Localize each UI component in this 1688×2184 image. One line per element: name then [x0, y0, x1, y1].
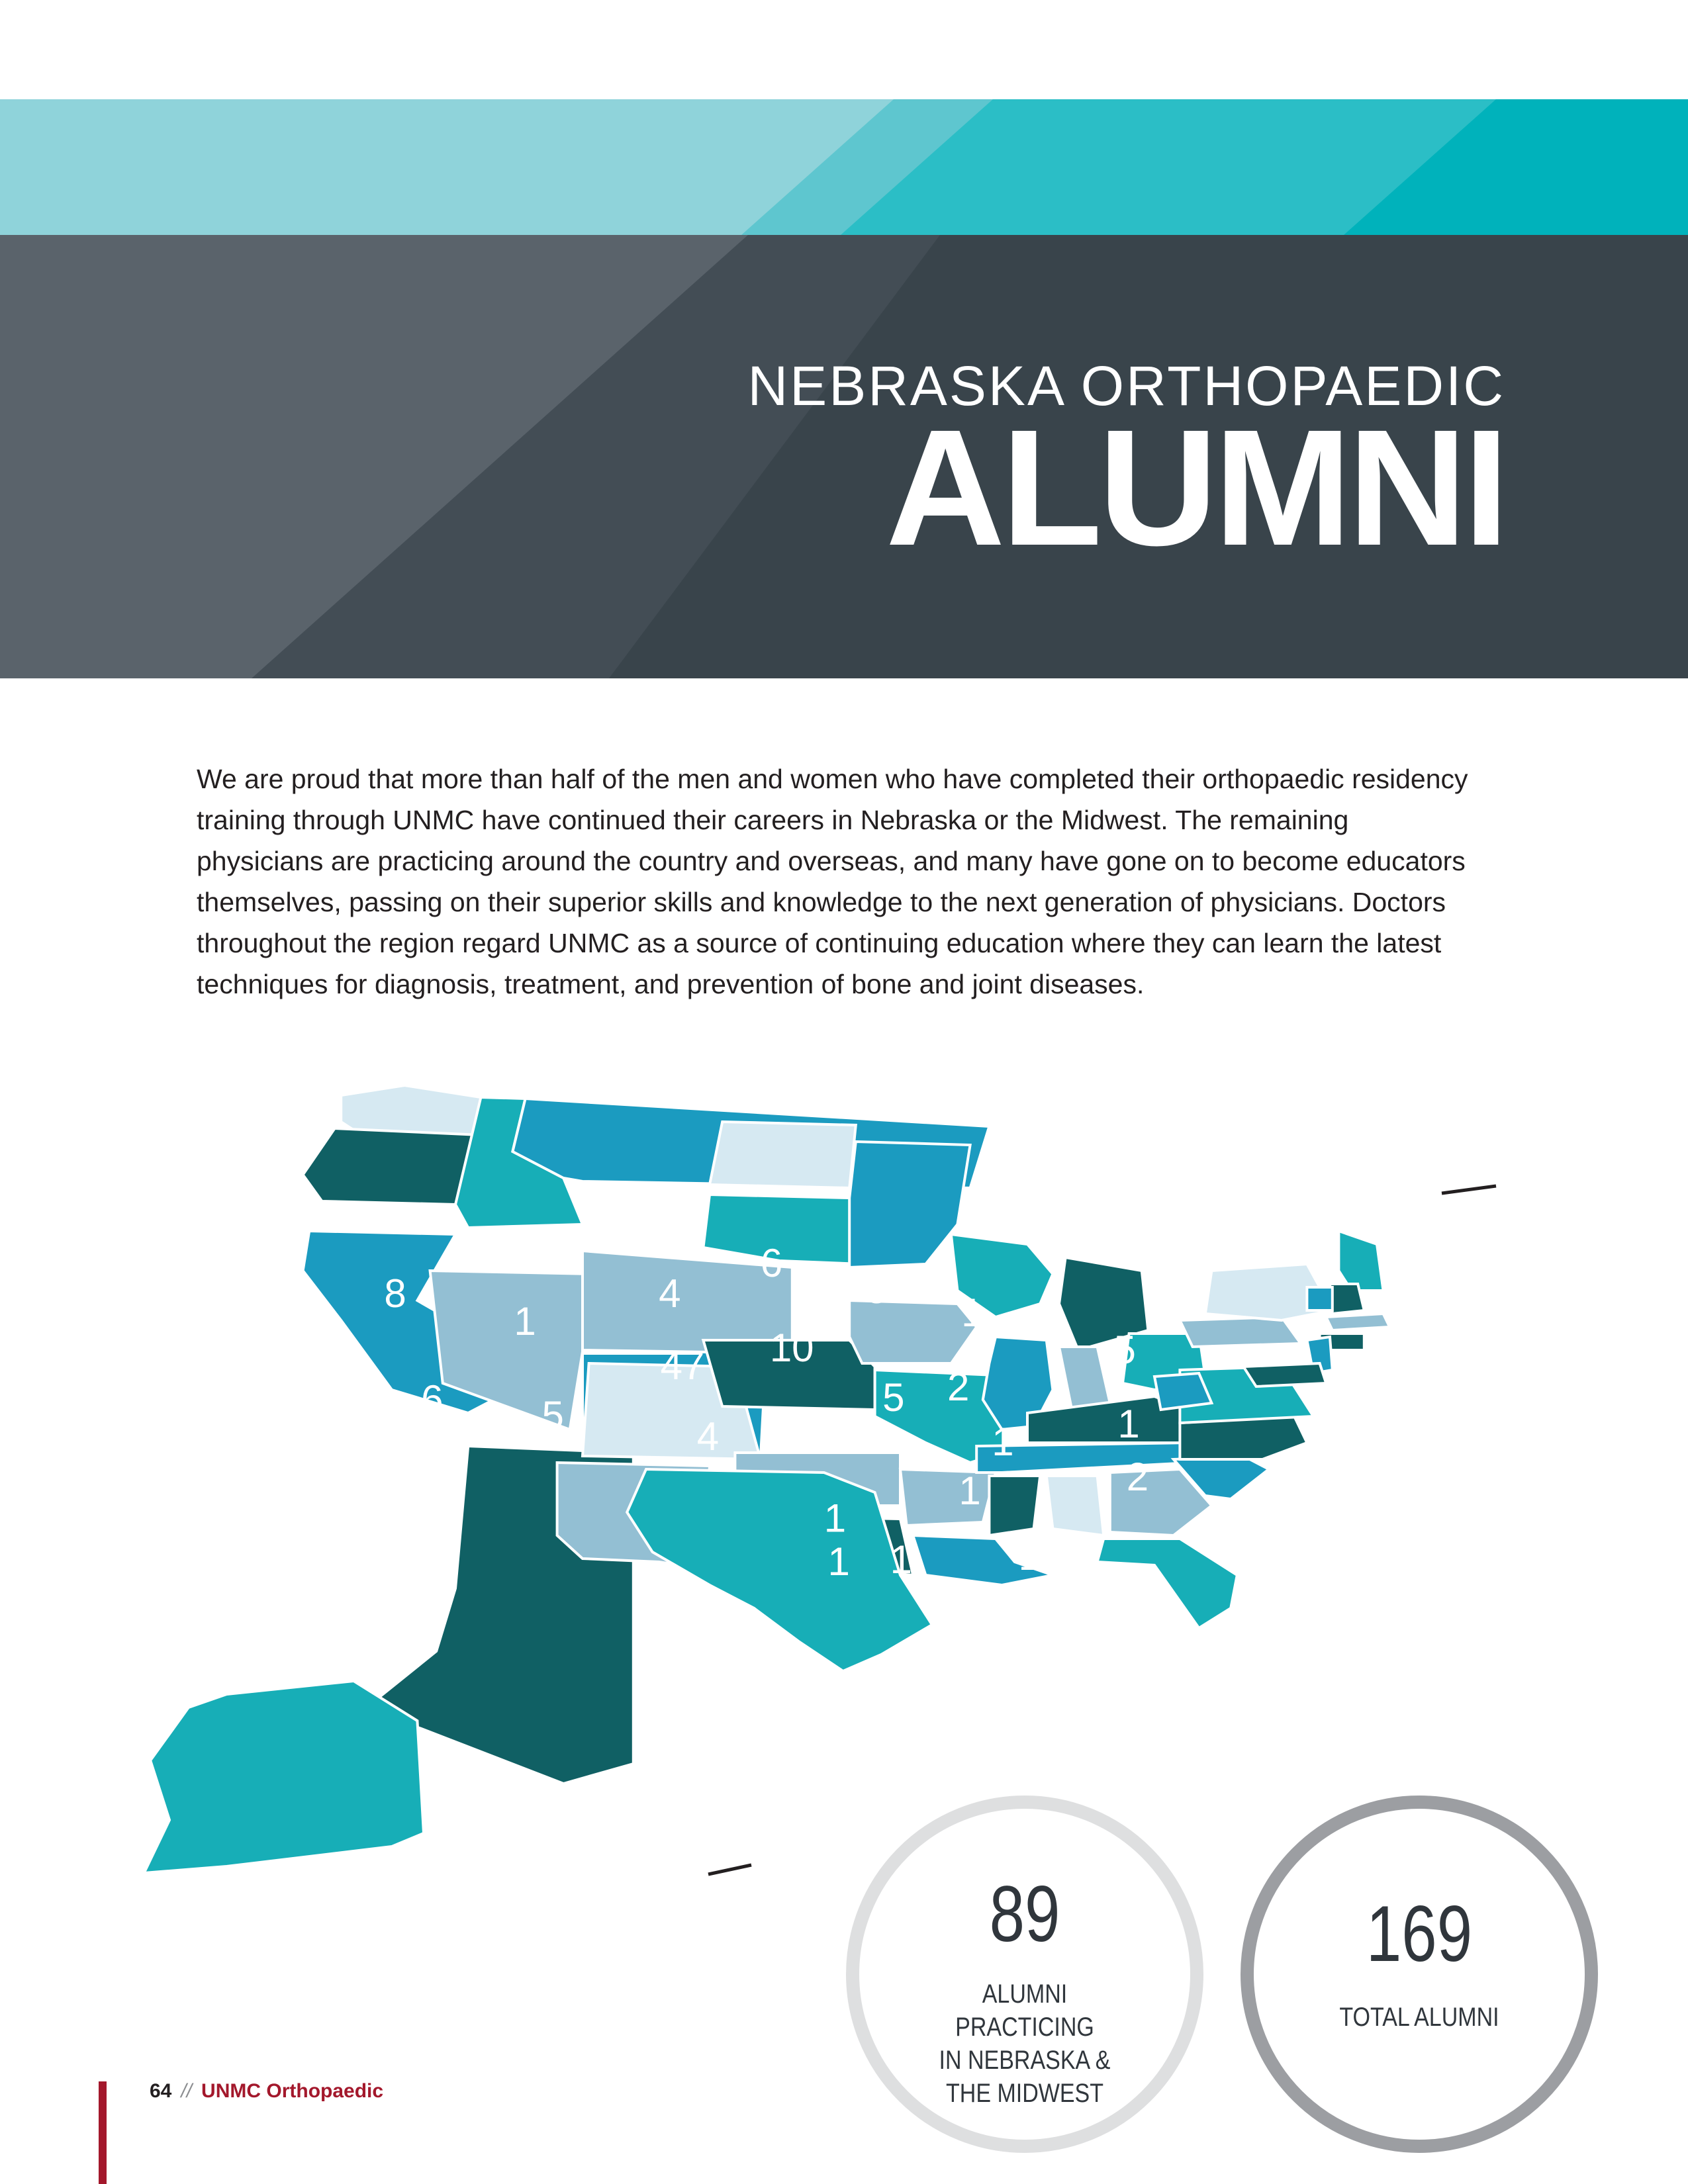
- state-count-nd: 1: [656, 1206, 679, 1250]
- state-count-or: 4: [264, 1238, 287, 1282]
- stat-midwest-value: 89: [989, 1870, 1060, 1958]
- state-count-sd: 4: [659, 1271, 681, 1316]
- state-sd: [703, 1195, 862, 1264]
- state-count-mi: 1: [961, 1291, 984, 1335]
- state-count-id: 8: [384, 1271, 406, 1316]
- state-count-ms: 1: [890, 1537, 912, 1582]
- state-fl: [1098, 1539, 1237, 1628]
- state-count-il: 5: [882, 1375, 905, 1420]
- callout-line-ma: [1442, 1186, 1496, 1193]
- state-count-ar: 1: [823, 1496, 847, 1541]
- state-count-ga: 1: [1018, 1534, 1041, 1578]
- state-count-ky: 1: [992, 1420, 1014, 1465]
- state-count-az: 6: [393, 1489, 416, 1534]
- state-count-tn: 1: [959, 1468, 981, 1513]
- state-ak: [144, 1681, 424, 1873]
- page-title: ALUMNI: [885, 395, 1505, 580]
- stat-midwest-label: [912, 1978, 1137, 2110]
- stat-midwest-label-line: IN NEBRASKA &: [939, 2046, 1111, 2075]
- state-count-nv: 2: [318, 1351, 340, 1396]
- state-count-ne: 47: [660, 1343, 705, 1388]
- state-me: [1338, 1231, 1383, 1291]
- callout-line-hi: [708, 1865, 751, 1874]
- state-count-pa: 5: [1113, 1328, 1136, 1372]
- state-nd: [710, 1122, 856, 1188]
- page-number: 64: [150, 2080, 172, 2102]
- state-count-me: 1: [1253, 1195, 1276, 1240]
- stat-midwest-alumni: [846, 1796, 1203, 2153]
- footer-separator: //: [181, 2080, 193, 2102]
- state-count-ia: 10: [769, 1325, 814, 1370]
- state-count-ks: 4: [696, 1414, 720, 1459]
- publication-name: UNMC Orthopaedic: [201, 2080, 384, 2102]
- state-in: [1059, 1347, 1110, 1410]
- state-count-wy: 1: [514, 1298, 536, 1343]
- state-ma: [1326, 1314, 1389, 1330]
- state-md: [1243, 1363, 1326, 1387]
- intro-paragraph: We are proud that more than half of the men and women who have completed their orthopaedic residency training through UNMC have continued their careers in Nebraska or the Midwest. The remaining physicians are practicing around the country and overseas, and many have gone on to become educators themselves, passing on their superior skills and knowledge to the next generation of physicians. Doctors throughout the region regard UNMC as a source of continuing education where they can learn the latest techniques for diagnosis, treatment, and prevention of bone and joint diseases.: [197, 764, 1468, 999]
- state-ms: [989, 1476, 1040, 1535]
- header-kicker: NEBRASKA ORTHOPAEDIC: [747, 355, 1505, 417]
- stat-total-value: 169: [1366, 1889, 1473, 1978]
- state-count-wa: 4: [287, 1174, 310, 1218]
- state-vt: [1307, 1287, 1332, 1310]
- state-count-ca: 8: [236, 1407, 259, 1451]
- footer-accent-bar: [99, 2081, 107, 2184]
- state-count-va: 1: [1117, 1402, 1140, 1446]
- state-count-la: 1: [827, 1539, 850, 1584]
- stat-total-alumni: [1241, 1796, 1598, 2153]
- state-count-fl: 5: [1082, 1629, 1104, 1674]
- state-or: [303, 1128, 481, 1205]
- state-count-wi: 5: [866, 1267, 888, 1312]
- stat-total-label-line: TOTAL ALUMNI: [1339, 2003, 1499, 2032]
- page-footer: [150, 2080, 383, 2103]
- state-ar: [900, 1469, 996, 1525]
- state-al: [1047, 1476, 1103, 1535]
- state-count-ut: 6: [421, 1377, 444, 1422]
- state-nh: [1330, 1284, 1364, 1314]
- us-alumni-map: [119, 993, 1642, 1906]
- state-count-in: 2: [947, 1365, 970, 1409]
- state-count-tx: 6: [684, 1574, 706, 1619]
- state-count-ak: 1: [224, 1651, 246, 1695]
- stat-total-label: [1307, 2001, 1532, 2034]
- stat-midwest-label-line: THE MIDWEST: [946, 2079, 1103, 2108]
- state-count-nc: 2: [1126, 1455, 1149, 1499]
- state-count-co: 5: [541, 1393, 564, 1438]
- state-count-mo: 5: [796, 1418, 818, 1462]
- state-count-ma: 1: [1304, 1201, 1327, 1245]
- stat-midwest-label-line: ALUMNI PRACTICING: [955, 1979, 1094, 2042]
- state-count-mn: 6: [760, 1240, 783, 1285]
- state-count-hi: 1: [1348, 1753, 1372, 1798]
